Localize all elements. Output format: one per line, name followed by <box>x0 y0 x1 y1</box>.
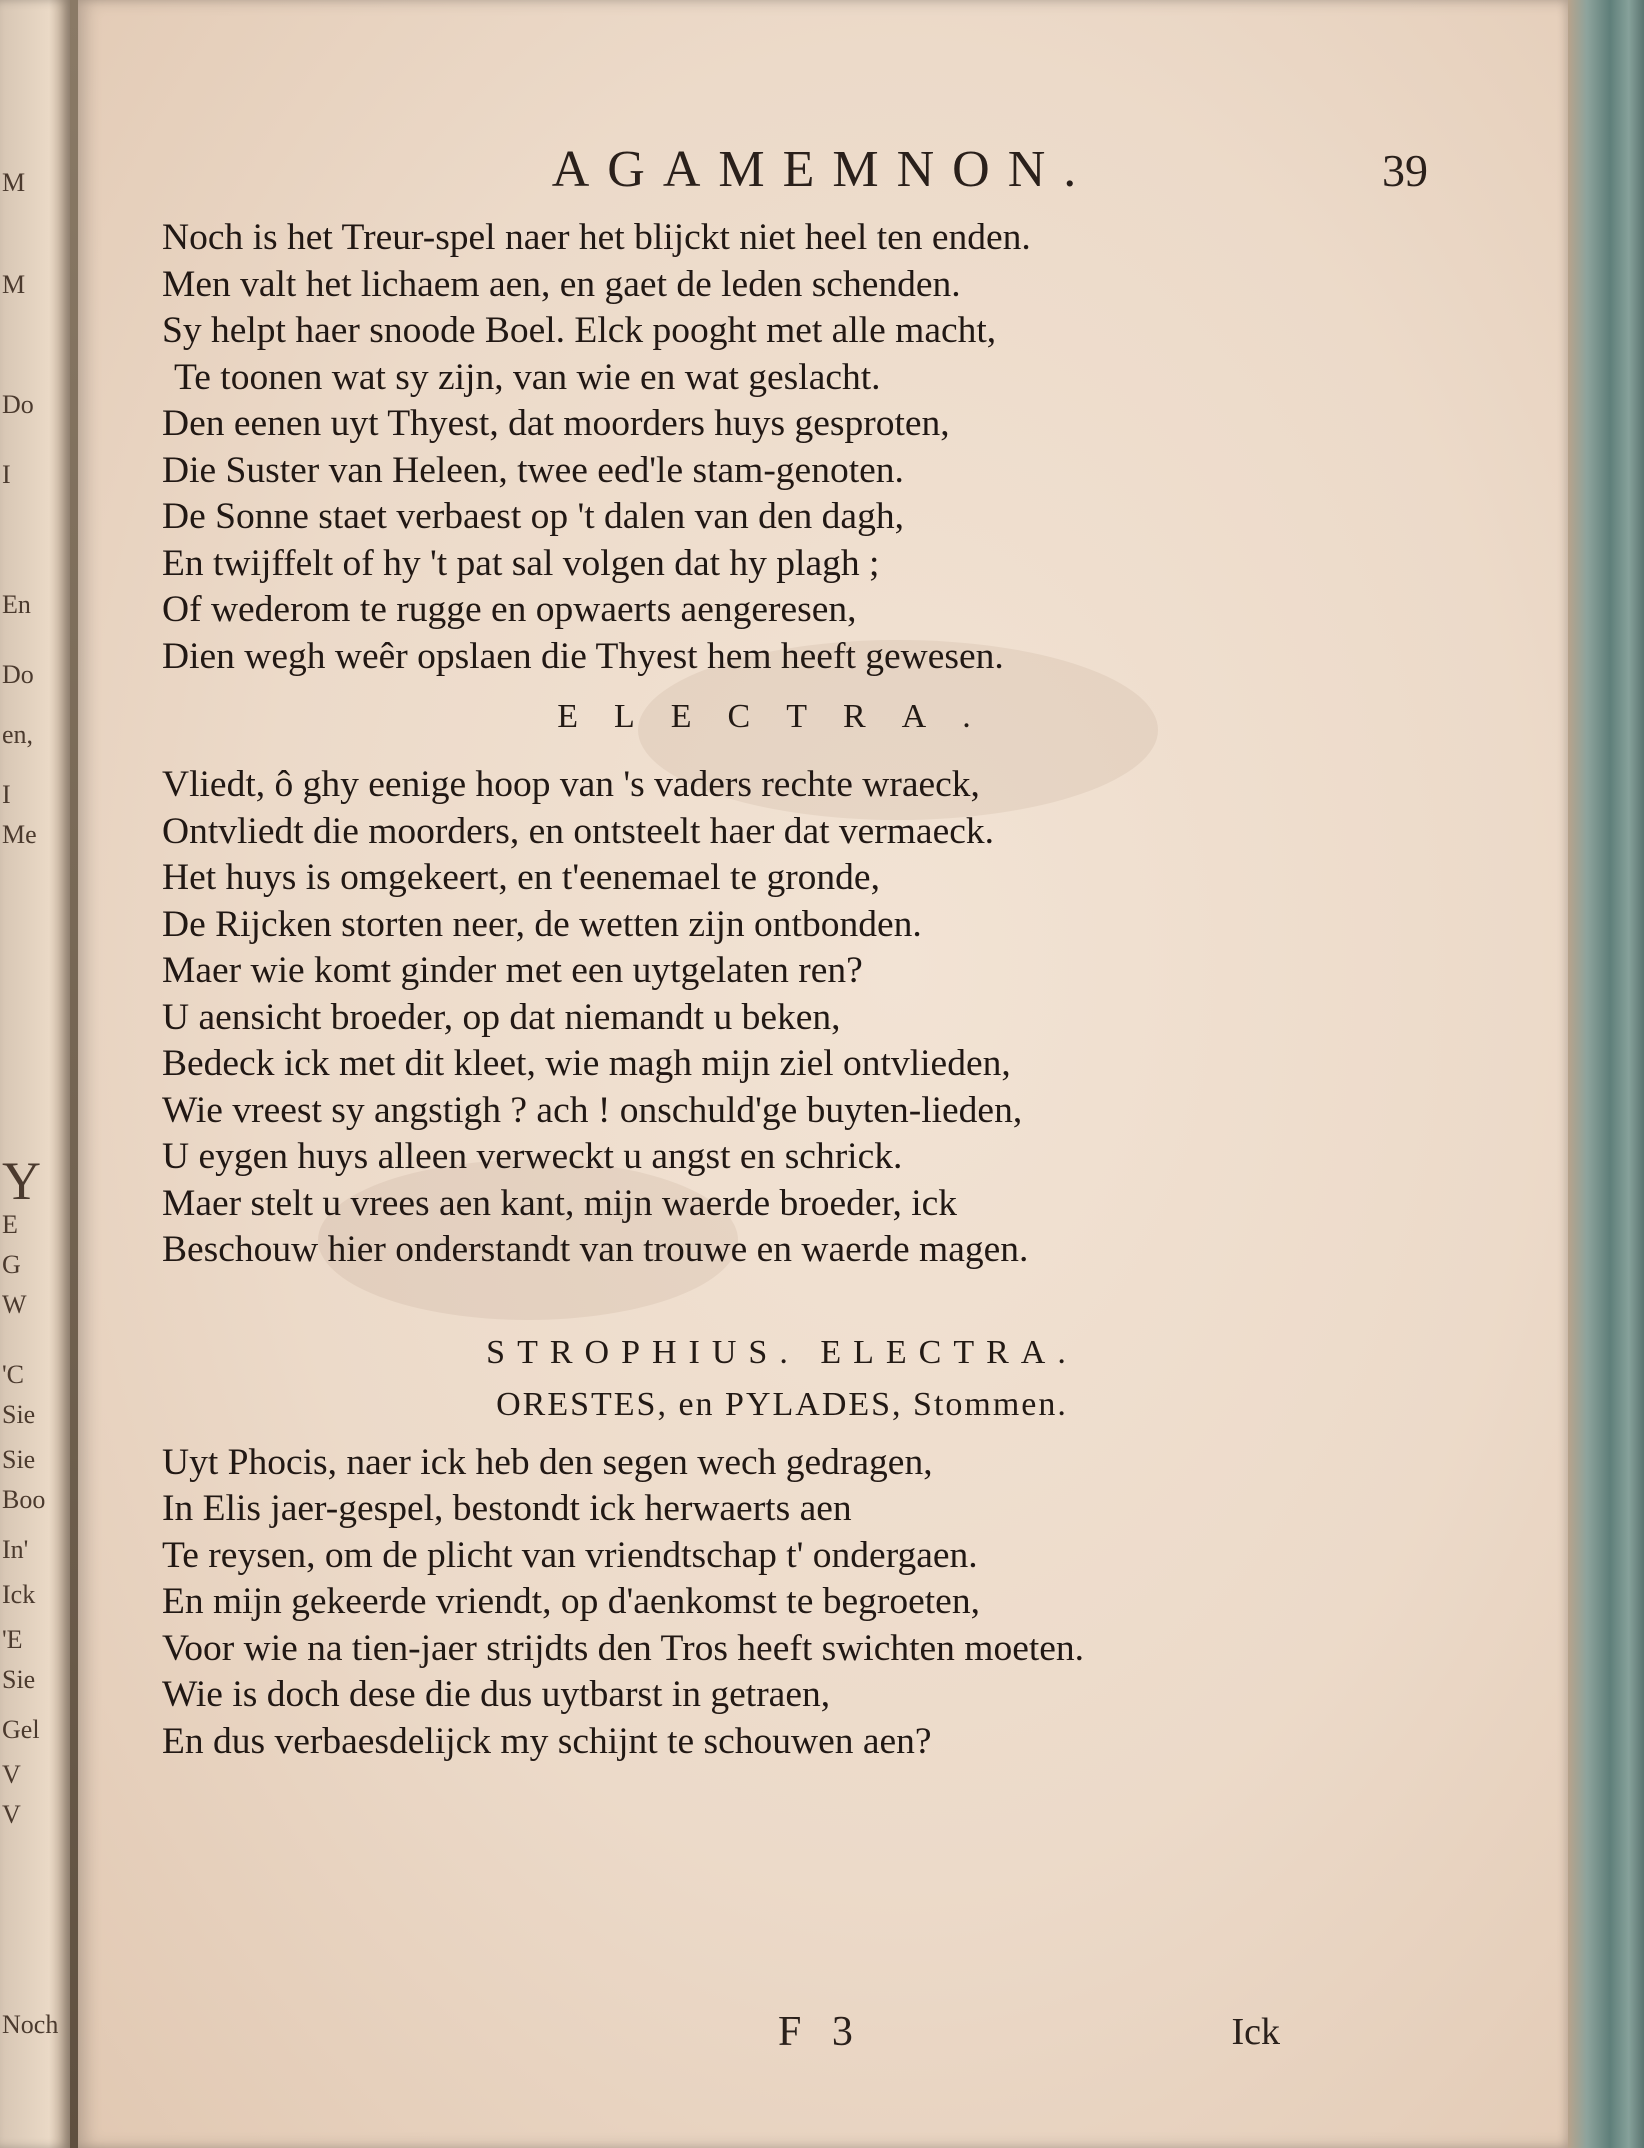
verse-line: Beschouw hier onderstandt van trouwe en waerde magen. <box>162 1229 1029 1270</box>
left-fragment: Noch <box>2 2010 59 2039</box>
verse-line: En mijn gekeerde vriendt, op d'aenkomst te begroeten, <box>162 1581 980 1622</box>
verse-line: Voor wie na tien-jaer strijdts den Tros heeft swichten moeten. <box>162 1627 1085 1669</box>
verse-line: Uyt Phocis, naer ick heb den segen wech gedragen, <box>162 1441 933 1483</box>
left-fragment: Me <box>2 820 37 849</box>
left-fragment: Boo <box>2 1485 46 1514</box>
verse-line: De Sonne staet verbaest op 't dalen van den dagh, <box>162 496 904 537</box>
verse-line: Dien wegh weêr opslaen die Thyest hem heeft gewesen. <box>162 635 1004 677</box>
left-fragment: Do <box>2 390 34 419</box>
left-fragment: In' <box>2 1535 29 1564</box>
verse-line: De Rijcken storten neer, de wetten zijn ontbonden. <box>162 903 922 945</box>
left-fragment: E <box>2 1210 18 1239</box>
left-page-fragments <box>0 0 60 2148</box>
mute-characters-line: ORESTES, en PYLADES, Stommen. <box>496 1385 1068 1423</box>
verse-line: Te reysen, om de plicht van vriendtschap t' ondergaen. <box>162 1534 978 1576</box>
left-fragment: I <box>2 460 11 489</box>
verse-line: Vliedt, ô ghy eenige hoop van 's vaders rechte wraeck, <box>162 764 980 805</box>
left-fragment: Ick <box>2 1580 36 1609</box>
marbled-page-edge <box>1568 0 1644 2148</box>
left-fragment: Sie <box>2 1400 36 1429</box>
left-fragment: Sie <box>2 1665 36 1694</box>
verse-line: Of wederom te rugge en opwaerts aengeresen, <box>162 589 857 630</box>
verse-line: Die Suster van Heleen, twee eed'le stam-genoten. <box>162 449 904 491</box>
verse-line: Maer wie komt ginder met een uytgelaten ren? <box>162 950 863 991</box>
left-fragment: V <box>2 1800 21 1829</box>
verse-line: Het huys is omgekeert, en t'eenemael te gronde, <box>162 857 880 898</box>
verse-line: In Elis jaer-gespel, bestondt ick herwaerts aen <box>162 1488 852 1529</box>
verse-line: Te toonen wat sy zijn, van wie en wat geslacht. <box>174 356 881 398</box>
left-fragment: M <box>2 270 26 299</box>
verse-text <box>162 215 1402 1765</box>
verse-line: Men valt het lichaem aen, en gaet de leden schenden. <box>162 263 961 305</box>
catchword: Ick <box>1231 2011 1280 2053</box>
left-fragment: I <box>2 780 11 809</box>
verse-line: Den eenen uyt Thyest, dat moorders huys gesproten, <box>162 403 950 444</box>
left-fragment: Sie <box>2 1445 36 1474</box>
verse-line: U aensicht broeder, op dat niemandt u beken, <box>162 996 841 1038</box>
page-footer <box>78 2008 1568 2068</box>
left-fragment: G <box>2 1250 21 1279</box>
left-fragment: Do <box>2 660 34 689</box>
verse-line: Sy helpt haer snoode Boel. Elck pooght met alle macht, <box>162 310 997 351</box>
verse-line: Wie vreest sy angstigh ? ach ! onschuld'ge buyten-lieden, <box>162 1089 1023 1131</box>
left-fragment: W <box>2 1290 27 1319</box>
verse-line: En twijffelt of hy 't pat sal volgen dat hy plagh ; <box>162 542 880 584</box>
left-fragment: 'E <box>2 1625 23 1654</box>
page-number: 39 <box>1382 145 1428 196</box>
page-header <box>78 140 1568 210</box>
speaker-heading: STROPHIUS. ELECTRA. <box>486 1333 1078 1371</box>
left-fragment: en, <box>2 720 34 749</box>
verse-line: Maer stelt u vrees aen kant, mijn waerde broeder, ick <box>162 1182 958 1224</box>
signature-mark: F 3 <box>778 2009 863 2055</box>
verse-line: Wie is doch dese die dus uytbarst in getraen, <box>162 1674 831 1715</box>
verse-line: Noch is het Treur-spel naer het blijckt niet heel ten enden. <box>162 217 1031 258</box>
left-fragment: Y <box>2 1151 41 1211</box>
speaker-heading: ELECTRA. <box>557 698 1007 735</box>
left-fragment: M <box>2 168 26 197</box>
verse-line: Ontvliedt die moorders, en ontsteelt haer dat vermaeck. <box>162 810 994 852</box>
verse-line: U eygen huys alleen verweckt u angst en schrick. <box>162 1136 903 1177</box>
left-fragment: Gel <box>2 1715 40 1744</box>
left-fragment: V <box>2 1760 21 1789</box>
left-fragment: En <box>2 590 31 619</box>
verse-line: En dus verbaesdelijck my schijnt te schouwen aen? <box>162 1720 932 1762</box>
running-title: AGAMEMNON. <box>551 141 1095 198</box>
verse-line: Bedeck ick met dit kleet, wie magh mijn ziel ontvlieden, <box>162 1043 1011 1084</box>
left-fragment: 'C <box>2 1360 25 1389</box>
